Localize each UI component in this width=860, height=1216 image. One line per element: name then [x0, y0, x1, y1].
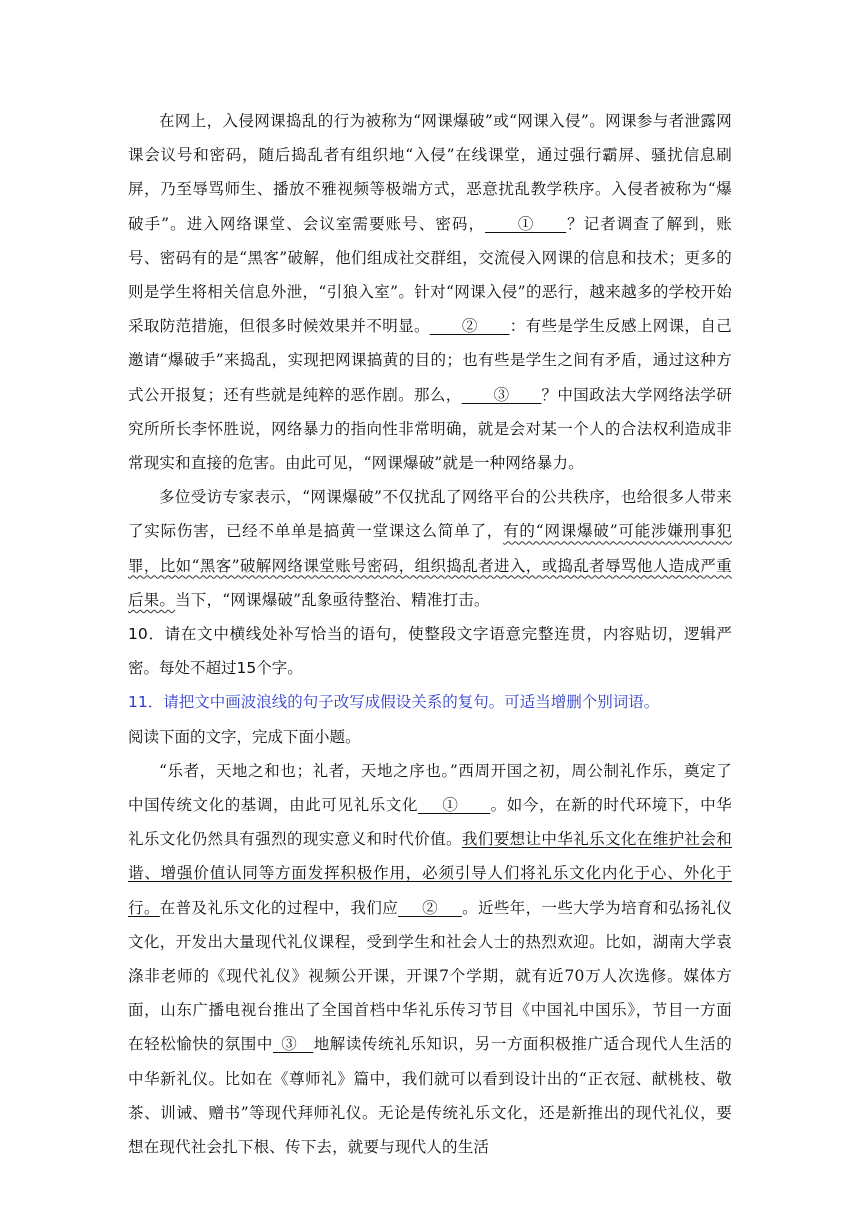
- underlined-sentence: 我们要想让中华礼乐文化在维护社会和谐、增强价值认同等方面发挥积极作用，必须引导人们将礼乐文化内化于心、外化于行。: [128, 830, 733, 917]
- passage-2-paragraph: [128, 754, 732, 1164]
- blank-2: ____②____: [429, 317, 510, 336]
- text-run: ：有些是学生反感上网课，自己邀请“爆破手”来捣乱，实现把网课搞黄的目的；也有些是学生之间有矛盾，通过这种方式公开报复；还有些就是纯粹的恶作剧。那么，: [128, 317, 732, 404]
- text-run: “乐者，天地之和也；礼者，天地之序也。”西周开国之初，周公制礼作乐，奠定了中国传统文化的基调，由此可见礼乐文化: [128, 761, 732, 815]
- text-run: 多位受访专家表示，“网课爆破”不仅扰乱了网络平台的公共秩序，也给很多人带来了实际伤害，已经不单单是搞黄一堂课这么简单了，: [128, 488, 732, 541]
- blank-2: ___②___: [398, 898, 462, 917]
- blank-1: ___①____: [418, 796, 491, 815]
- text-run: ？记者调查了解到，账号、密码有的是“黑客”破解，他们组成社交群组，交流侵入网课的信息和技术；更多的则是学生将相关信息外泄，“引狼入室”。针对“网课入侵”的恶行，越来越多的学校开始采取防范措施，但很多时候效果并不明显。: [128, 214, 732, 336]
- text-run: ？中国政法大学网络法学研究所所长李怀胜说，网络暴力的指向性非常明确，就是会对某一个人的合法权利造成非常现实和直接的危害。由此可见，“网课爆破”就是一种网络暴力。: [128, 385, 733, 473]
- passage-1-paragraph-2: [128, 480, 732, 617]
- text-run: 地解读传统礼乐知识，另一方面积极推广适合现代人生活的中华新礼仪。比如在《尊师礼》篇中，我们就可以看到设计出的“正衣冠、献桃枝、敬茶、训诫、赠书”等现代拜师礼仪。无论是传统礼乐文化，还是新推出的现代礼仪，要想在现代社会扎下根、传下去，就要与现代人的生活: [128, 1035, 732, 1157]
- page-content: [128, 104, 732, 1164]
- question-10: 10．请在文中横线处补写恰当的语句，使整段文字语意完整连贯，内容贴切，逻辑严密。每处不超过15个字。: [128, 625, 732, 678]
- blank-3: ____③____: [461, 385, 542, 404]
- passage-1-paragraph-1: [128, 104, 732, 480]
- text-run: 在普及礼乐文化的过程中，我们应: [159, 898, 399, 917]
- reading-instruction: 阅读下面的文字，完成下面小题。: [128, 727, 361, 746]
- text-run: 。如今，在新的时代环境下，中华礼乐文化仍然具有强烈的现实意义和时代价值。: [128, 796, 732, 849]
- wavy-underlined-sentence: 有的“网课爆破”可能涉嫌刑事犯罪，比如“黑客”破解网络课堂账号密码，组织捣乱者进入，或捣乱者辱骂他人造成严重后果。: [128, 522, 732, 609]
- question-11: 11．请把文中画波浪线的句子改写成假设关系的复句。可适当增删个别词语。: [128, 693, 660, 712]
- text-run: 当下，“网课爆破”乱象亟待整治、精准打击。: [175, 590, 490, 609]
- text-run: 。近些年，一些大学为培育和弘扬礼仪文化，开发出大量现代礼仪课程，受到学生和社会人士的热烈欢迎。比如，湖南大学袁涤非老师的《现代礼仪》视频公开课，开课7个学期，就有近70万人次选修。媒体方面，山东广播电视台推出了全国首档中华礼乐传习节目《中国礼中国乐》，节目一方面在轻松愉快的氛围中: [128, 898, 732, 1054]
- text-run: 在网上，入侵网课捣乱的行为被称为“网课爆破”或“网课入侵”。网课参与者泄露网课会议号和密码，随后捣乱者有组织地“入侵”在线课堂，通过强行霸屏、骚扰信息刷屏，乃至辱骂师生、播放不雅视频等极端方式，恶意扰乱教学秩序。入侵者被称为“爆破手”。进入网络课堂、会议室需要账号、密码，: [128, 112, 732, 233]
- blank-3: _③__: [272, 1035, 314, 1054]
- blank-1: ____①____: [485, 214, 567, 233]
